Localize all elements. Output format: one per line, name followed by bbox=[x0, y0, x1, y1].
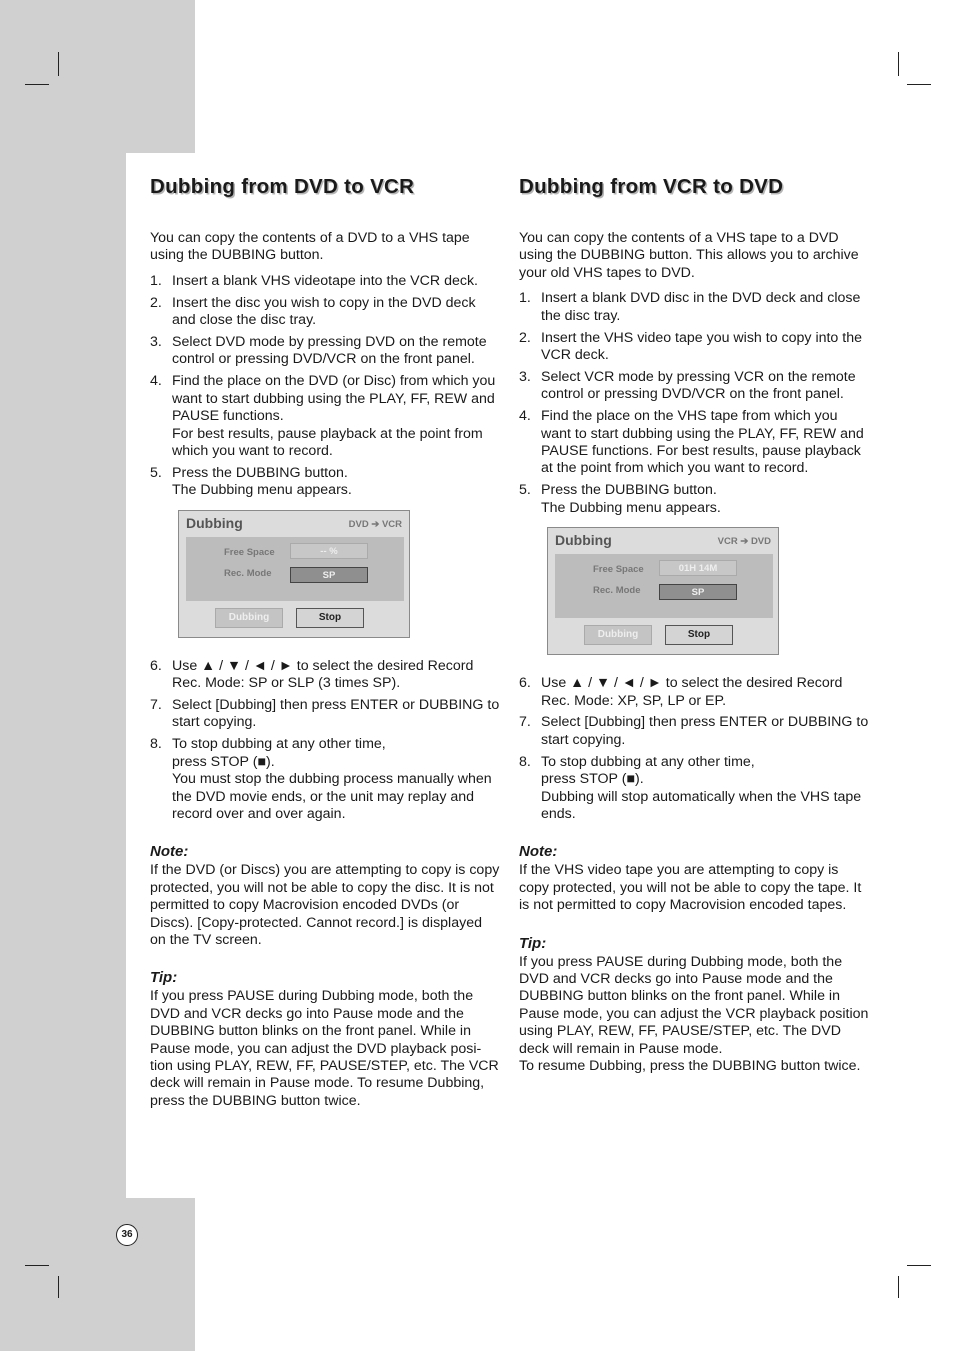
tip-heading: Tip: bbox=[150, 969, 178, 987]
arrow-right-icon: ➔ bbox=[740, 536, 749, 548]
bottom-gray-band bbox=[0, 1198, 195, 1351]
rec-mode-label: Rec. Mode bbox=[224, 567, 272, 579]
step-number: 1. bbox=[150, 272, 162, 289]
crop-mark bbox=[58, 52, 59, 76]
step-text: Insert a blank VHS videotape into the VCR deck. bbox=[172, 272, 478, 289]
free-space-value: -- % bbox=[290, 543, 368, 559]
right-column bbox=[519, 172, 869, 1075]
rec-mode-value: SP bbox=[659, 584, 737, 600]
steps-list bbox=[150, 273, 500, 500]
tip-heading: Tip: bbox=[519, 934, 547, 952]
dubbing-menu-screenshot bbox=[178, 510, 410, 638]
step-text: Find the place on the DVD (or Disc) from which you want to start dubbing using the PLAY, FF, REW and PAUSE functions. For best results, pause playback at the point from which you want to record. bbox=[172, 373, 496, 459]
stop-button: Stop bbox=[296, 608, 364, 628]
step-item bbox=[519, 330, 869, 365]
steps-list bbox=[519, 290, 869, 517]
step-number: 8. bbox=[150, 736, 162, 753]
free-space-value: 01H 14M bbox=[659, 560, 737, 576]
dubbing-menu-screenshot bbox=[547, 527, 779, 655]
page-number: 36 bbox=[116, 1224, 138, 1246]
step-item bbox=[150, 273, 500, 290]
step-number: 3. bbox=[519, 368, 531, 385]
step-text: To stop dubbing at any other time, press STOP (■). Dubbing will stop automatically when the VHS tape ends. bbox=[541, 753, 862, 822]
intro-text: You can copy the contents of a DVD to a VHS tape using the DUBBING button. bbox=[150, 230, 470, 264]
step-number: 6. bbox=[519, 675, 531, 692]
step-item bbox=[150, 295, 500, 330]
step-number: 2. bbox=[150, 294, 162, 311]
note-heading: Note: bbox=[519, 843, 558, 861]
step-text: Press the DUBBING button. The Dubbing menu appears. bbox=[541, 482, 721, 516]
top-gray-band bbox=[0, 0, 195, 153]
dubbing-button: Dubbing bbox=[584, 625, 652, 645]
step-item bbox=[150, 697, 500, 732]
step-item bbox=[150, 465, 500, 500]
step-number: 3. bbox=[150, 334, 162, 351]
step-text: Press the DUBBING button. The Dubbing menu appears. bbox=[172, 464, 352, 499]
step-number: 5. bbox=[150, 464, 162, 481]
step-number: 4. bbox=[150, 373, 162, 390]
step-item bbox=[150, 334, 500, 369]
crop-mark bbox=[25, 84, 49, 85]
steps-list bbox=[150, 658, 500, 824]
crop-mark bbox=[898, 52, 899, 76]
step-number: 7. bbox=[519, 714, 531, 731]
section-title: Dubbing from DVD to VCR bbox=[150, 175, 415, 198]
step-text: Use ▲ / ▼ / ◄ / ► to select the desired Record Rec. Mode: SP or SLP (3 times SP). bbox=[172, 657, 474, 692]
step-item bbox=[519, 714, 869, 749]
step-number: 8. bbox=[519, 753, 531, 770]
tip-text: If you press PAUSE during Dubbing mode, both the DVD and VCR decks go into Pause mode and the DUBBING button blinks on the front panel. While in Pause mode, you can adjust the VCR playback position using PLAY, REW, FF, PAUSE/STEP, etc. The DVD deck will remain in Pause mode. To resume Dubbing, press the DUBBING button twice. bbox=[519, 953, 869, 1074]
step-text: Insert a blank DVD disc in the DVD deck and close the disc tray. bbox=[541, 290, 861, 324]
tip-text: If you press PAUSE during Dubbing mode, both the DVD and VCR decks go into Pause mode and the DUBBING button blinks on the front panel. While in Pause mode, you can adjust the DVD playback posi-tion using PLAY, REW, FF, PAUSE/STEP, etc. The VCR deck will remain in Pause mode. To resume Dubbing, press the DUBBING button twice. bbox=[150, 988, 499, 1109]
step-text: Select [Dubbing] then press ENTER or DUBBING to start copying. bbox=[172, 697, 500, 731]
step-item bbox=[519, 408, 869, 478]
step-item bbox=[519, 290, 869, 325]
route-from: VCR bbox=[717, 536, 738, 548]
rec-mode-value: SP bbox=[290, 567, 368, 583]
left-column bbox=[150, 172, 500, 1110]
crop-mark bbox=[907, 84, 931, 85]
step-text: To stop dubbing at any other time, press STOP (■). You must stop the dubbing process manually when the DVD movie ends, or the unit may replay and record over and over again. bbox=[172, 736, 492, 822]
steps-list bbox=[519, 675, 869, 823]
step-item bbox=[150, 658, 500, 693]
step-item bbox=[519, 369, 869, 404]
step-number: 2. bbox=[519, 329, 531, 346]
intro-text: You can copy the contents of a VHS tape to a DVD using the DUBBING button. This allows you to archive your old VHS tapes to DVD. bbox=[519, 230, 859, 281]
free-space-label: Free Space bbox=[224, 546, 275, 558]
step-text: Find the place on the VHS tape from which you want to start dubbing using the PLAY, FF, REW and PAUSE functions. For best results, pause playback at the point from which you want to record. bbox=[541, 408, 864, 477]
menu-route bbox=[718, 536, 771, 547]
free-space-label: Free Space bbox=[593, 564, 644, 576]
arrow-right-icon: ➔ bbox=[371, 518, 380, 530]
note-text: If the VHS video tape you are attempting to copy is copy protected, you will not be able to copy the tape. It is not permitted to copy Macrovision encoded tapes. bbox=[519, 862, 862, 914]
step-text: Select [Dubbing] then press ENTER or DUBBING to start copying. bbox=[541, 714, 869, 748]
menu-panel bbox=[555, 554, 773, 618]
step-text: Select DVD mode by pressing DVD on the remote control or pressing DVD/VCR on the front panel. bbox=[172, 334, 487, 368]
route-to: DVD bbox=[750, 536, 771, 548]
step-number: 4. bbox=[519, 408, 531, 425]
section-title: Dubbing from VCR to DVD bbox=[519, 175, 784, 198]
left-gray-band bbox=[0, 153, 126, 1198]
menu-title: Dubbing bbox=[186, 514, 243, 531]
step-item bbox=[150, 373, 500, 460]
step-number: 5. bbox=[519, 482, 531, 499]
menu-panel bbox=[186, 537, 404, 601]
crop-mark bbox=[907, 1265, 931, 1266]
rec-mode-label: Rec. Mode bbox=[593, 585, 641, 597]
menu-route bbox=[349, 519, 402, 530]
step-item bbox=[519, 754, 869, 824]
step-item bbox=[150, 736, 500, 823]
menu-title: Dubbing bbox=[555, 532, 612, 549]
step-number: 6. bbox=[150, 657, 162, 674]
note-heading: Note: bbox=[150, 843, 189, 861]
step-text: Insert the disc you wish to copy in the DVD deck and close the disc tray. bbox=[172, 294, 476, 329]
crop-mark bbox=[898, 1276, 899, 1298]
route-to: VCR bbox=[381, 518, 402, 530]
step-text: Insert the VHS video tape you wish to copy into the VCR deck. bbox=[541, 329, 862, 363]
crop-mark bbox=[58, 1276, 59, 1298]
step-text: Use ▲ / ▼ / ◄ / ► to select the desired Record Rec. Mode: XP, SP, LP or EP. bbox=[541, 675, 843, 709]
crop-mark bbox=[25, 1265, 49, 1266]
step-text: Select VCR mode by pressing VCR on the remote control or pressing DVD/VCR on the front panel. bbox=[541, 368, 856, 403]
step-number: 7. bbox=[150, 697, 162, 713]
step-item bbox=[519, 482, 869, 517]
route-from: DVD bbox=[348, 518, 369, 530]
step-item bbox=[519, 675, 869, 710]
step-number: 1. bbox=[519, 290, 531, 307]
dubbing-button: Dubbing bbox=[215, 608, 283, 628]
note-text: If the DVD (or Discs) you are attempting to copy is copy protected, you will not be able to copy the disc. It is not permitted to copy Macrovision encoded DVDs (or Discs). [Copy-protected. Cannot record.] is displayed on the TV screen. bbox=[150, 862, 500, 948]
stop-button: Stop bbox=[665, 625, 733, 645]
